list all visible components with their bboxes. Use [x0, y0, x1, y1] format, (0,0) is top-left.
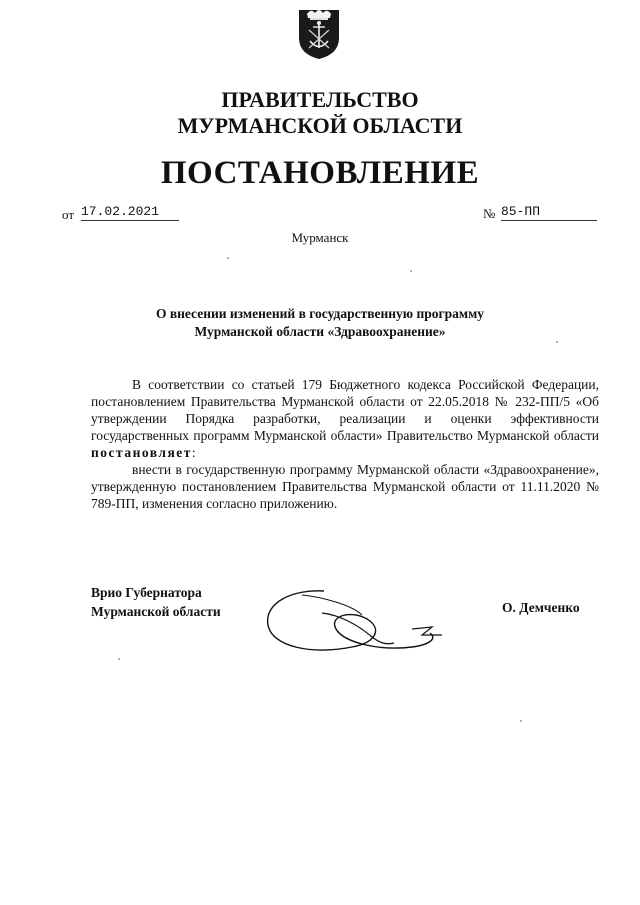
position-line1: Врио Губернатора	[91, 585, 202, 600]
paragraph-1-text: В соответствии со статьей 179 Бюджетного кодекса Российской Федерации, постановлением Правительства Мурманской области от 22.05.2018 № 232-ПП/5 «Об утверждении Порядка разработки, реализации и оценки эффективности государственных программ Мурманской области» Правительство Мурманской области	[91, 377, 599, 443]
document-number: 85-ПП	[501, 204, 597, 221]
document-body	[91, 376, 599, 512]
scan-speck	[520, 720, 522, 722]
handwritten-signature-icon	[262, 585, 462, 675]
signatory-name: О. Демченко	[502, 600, 580, 615]
paragraph-1-end: :	[191, 445, 196, 460]
document-subject	[100, 305, 540, 341]
subject-line2: Мурманской области «Здравоохранение»	[194, 324, 446, 339]
document-type-title: ПОСТАНОВЛЕНИЕ	[160, 155, 480, 191]
position-line2: Мурманской области	[91, 604, 221, 619]
coat-of-arms-icon	[297, 4, 341, 60]
signatory-position	[91, 583, 221, 621]
paragraph-1	[91, 376, 599, 461]
subject-line1: О внесении изменений в государственную программу	[155, 306, 485, 321]
scan-speck	[118, 658, 120, 660]
city: Мурманск	[291, 230, 349, 245]
government-title-line2: МУРМАНСКОЙ ОБЛАСТИ	[177, 113, 463, 138]
scan-speck	[227, 257, 229, 259]
scan-speck	[556, 341, 558, 343]
government-title-line1: ПРАВИТЕЛЬСТВО	[221, 87, 419, 112]
resolution-keyword: постановляет	[91, 445, 192, 460]
number-prefix: №	[483, 206, 496, 221]
document-date: 17.02.2021	[81, 204, 179, 221]
scan-speck	[410, 270, 412, 272]
date-prefix: от	[62, 207, 75, 222]
paragraph-2: внести в государственную программу Мурманской области «Здравоохранение», утвержденную постановлением Правительства Мурманской области от 11.11.2020 № 789-ПП, изменения согласно приложению.	[91, 462, 599, 511]
